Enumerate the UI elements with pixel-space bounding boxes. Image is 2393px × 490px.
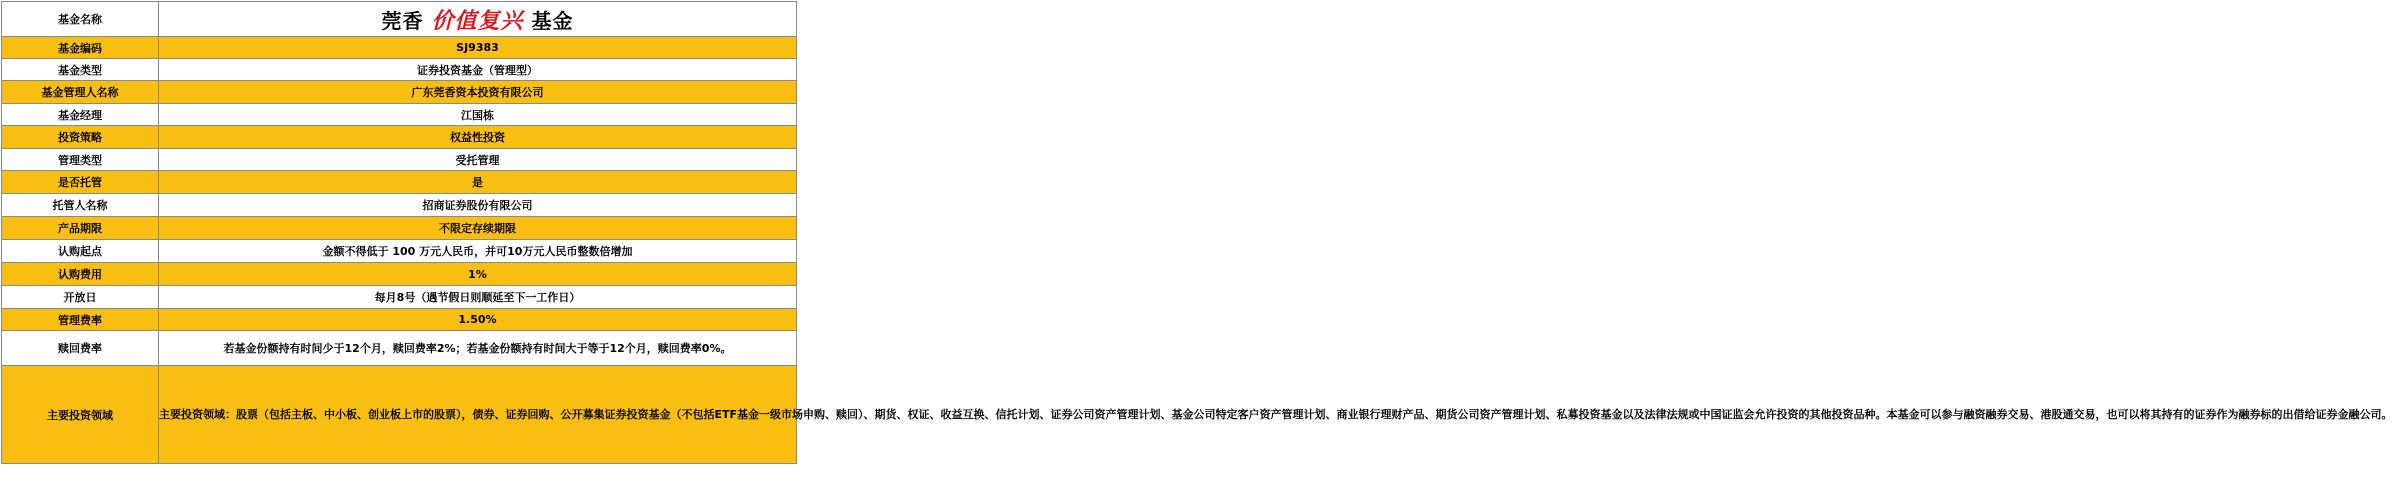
row-fund-code [2, 37, 797, 59]
label-investment-scope: 主要投资领域 [2, 366, 159, 464]
row-open-day [2, 286, 797, 309]
row-min-subscription [2, 240, 797, 263]
label-strategy: 投资策略 [2, 126, 159, 149]
label-manager-name: 基金管理人名称 [2, 81, 159, 104]
fund-title-prefix: 莞香 [381, 8, 424, 33]
label-fund-manager: 基金经理 [2, 104, 159, 126]
value-open-day: 每月8号（遇节假日则顺延至下一工作日） [159, 286, 797, 309]
label-custodian: 托管人名称 [2, 194, 159, 217]
row-fund-type [2, 59, 797, 81]
label-custody: 是否托管 [2, 171, 159, 194]
label-redemption-fee: 赎回费率 [2, 331, 159, 366]
fund-title-highlight: 价值复兴 [431, 7, 524, 34]
value-fund-manager: 江国栋 [159, 104, 797, 126]
row-manager-name [2, 81, 797, 104]
row-investment-scope [2, 366, 797, 464]
label-management-type: 管理类型 [2, 149, 159, 171]
label-term: 产品期限 [2, 217, 159, 240]
value-term: 不限定存续期限 [159, 217, 797, 240]
row-term [2, 217, 797, 240]
value-fund-code: SJ9383 [159, 37, 797, 59]
value-fund-type: 证券投资基金（管理型） [159, 59, 797, 81]
value-subscription-fee: 1% [159, 263, 797, 286]
row-strategy [2, 126, 797, 149]
fund-title-suffix: 基金 [531, 8, 574, 33]
value-investment-scope: 主要投资领域：股票（包括主板、中小板、创业板上市的股票），债券、证券回购、公开募集证券投资基金（不包括ETF基金一级市场申购、赎回）、期货、权证、收益互换、信托计划、证券公司资产管理计划、基金公司特定客户资产管理计划、商业银行理财产品、期货公司资产管理计划、私募投资基金以及法律法规或中国证监会允许投资的其他投资品种。本基金可以参与融资融券交易、港股通交易，也可以将其持有的证券作为融券标的出借给证券金融公司。 [159, 366, 797, 464]
row-fund-manager [2, 104, 797, 126]
row-fund-name [2, 2, 797, 37]
label-subscription-fee: 认购费用 [2, 263, 159, 286]
value-management-type: 受托管理 [159, 149, 797, 171]
label-fund-code: 基金编码 [2, 37, 159, 59]
label-open-day: 开放日 [2, 286, 159, 309]
value-min-subscription: 金额不得低于 100 万元人民币，并可10万元人民币整数倍增加 [159, 240, 797, 263]
label-fund-name: 基金名称 [2, 2, 159, 37]
row-redemption-fee [2, 331, 797, 366]
fund-title-text [382, 9, 574, 33]
value-management-fee: 1.50% [159, 309, 797, 331]
label-management-fee: 管理费率 [2, 309, 159, 331]
value-manager-name: 广东莞香资本投资有限公司 [159, 81, 797, 104]
row-custody [2, 171, 797, 194]
row-management-fee [2, 309, 797, 331]
row-management-type [2, 149, 797, 171]
value-strategy: 权益性投资 [159, 126, 797, 149]
value-custodian: 招商证券股份有限公司 [159, 194, 797, 217]
value-redemption-fee: 若基金份额持有时间少于12个月，赎回费率2%；若基金份额持有时间大于等于12个月，赎回费率0%。 [159, 331, 797, 366]
label-min-subscription: 认购起点 [2, 240, 159, 263]
fund-info-table [1, 1, 2393, 464]
label-fund-type: 基金类型 [2, 59, 159, 81]
fund-title [159, 2, 797, 37]
row-custodian [2, 194, 797, 217]
row-subscription-fee [2, 263, 797, 286]
value-custody: 是 [159, 171, 797, 194]
